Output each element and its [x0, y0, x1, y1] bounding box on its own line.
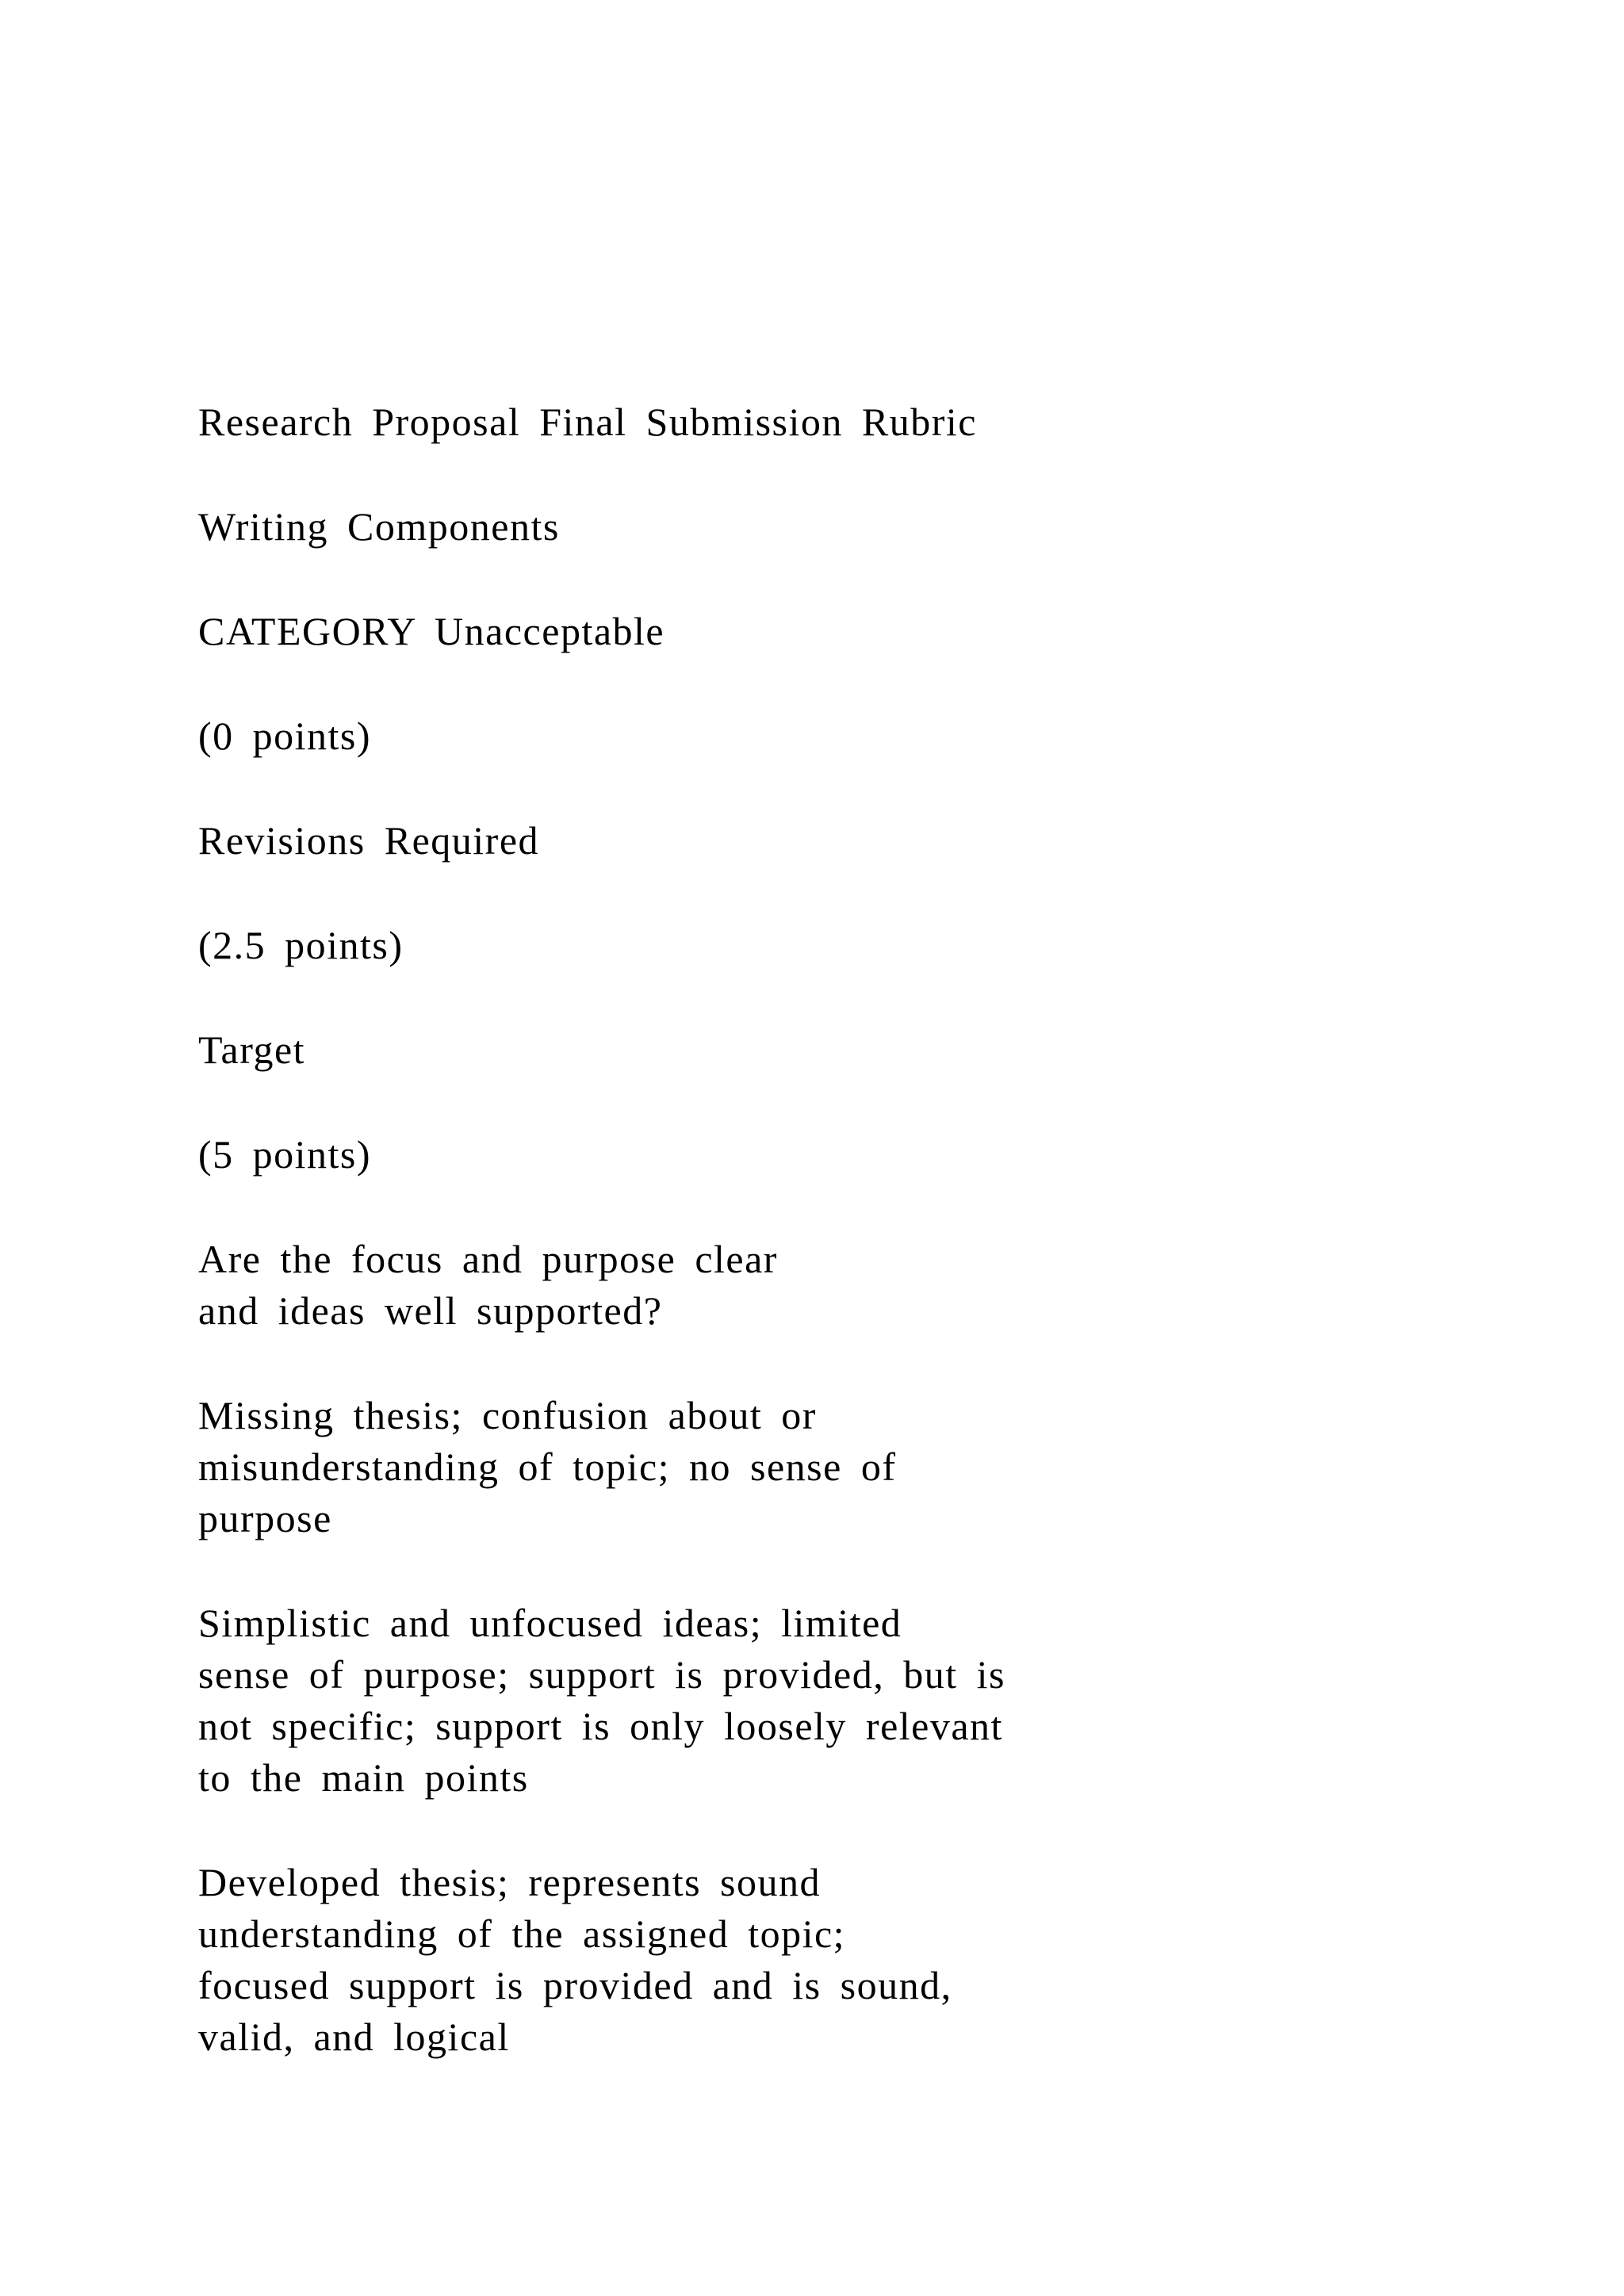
document-title: Research Proposal Final Submission Rubric	[198, 400, 977, 444]
unacceptable-line: purpose	[198, 1496, 332, 1540]
revisions-description	[198, 1598, 1467, 1804]
document-content	[198, 396, 1467, 2116]
unacceptable-line: Missing thesis; confusion about or	[198, 1393, 817, 1437]
revisions-header: Revisions Required	[198, 818, 540, 863]
target-line: focused support is provided and is sound,	[198, 1963, 952, 2007]
target-line: Developed thesis; represents sound	[198, 1860, 822, 1904]
unacceptable-line: misunderstanding of topic; no sense of	[198, 1445, 897, 1489]
criterion-line: Are the focus and purpose clear	[198, 1237, 778, 1281]
criterion-text	[198, 1234, 1467, 1337]
revisions-line: Simplistic and unfocused ideas; limited	[198, 1601, 902, 1645]
revisions-line: to the main points	[198, 1755, 529, 1800]
revisions-points: (2.5 points)	[198, 923, 404, 967]
revisions-line: not specific; support is only loosely relevant	[198, 1704, 1003, 1748]
unacceptable-points: (0 points)	[198, 714, 372, 758]
target-line: valid, and logical	[198, 2015, 510, 2059]
target-header: Target	[198, 1027, 306, 1072]
target-points: (5 points)	[198, 1132, 372, 1177]
target-description	[198, 1857, 1467, 2063]
target-line: understanding of the assigned topic;	[198, 1911, 846, 1956]
section-heading: Writing Components	[198, 504, 560, 549]
revisions-line: sense of purpose; support is provided, but is	[198, 1652, 1005, 1697]
criterion-line: and ideas well supported?	[198, 1288, 663, 1333]
unacceptable-description	[198, 1390, 1467, 1544]
category-header: CATEGORY Unacceptable	[198, 609, 665, 653]
